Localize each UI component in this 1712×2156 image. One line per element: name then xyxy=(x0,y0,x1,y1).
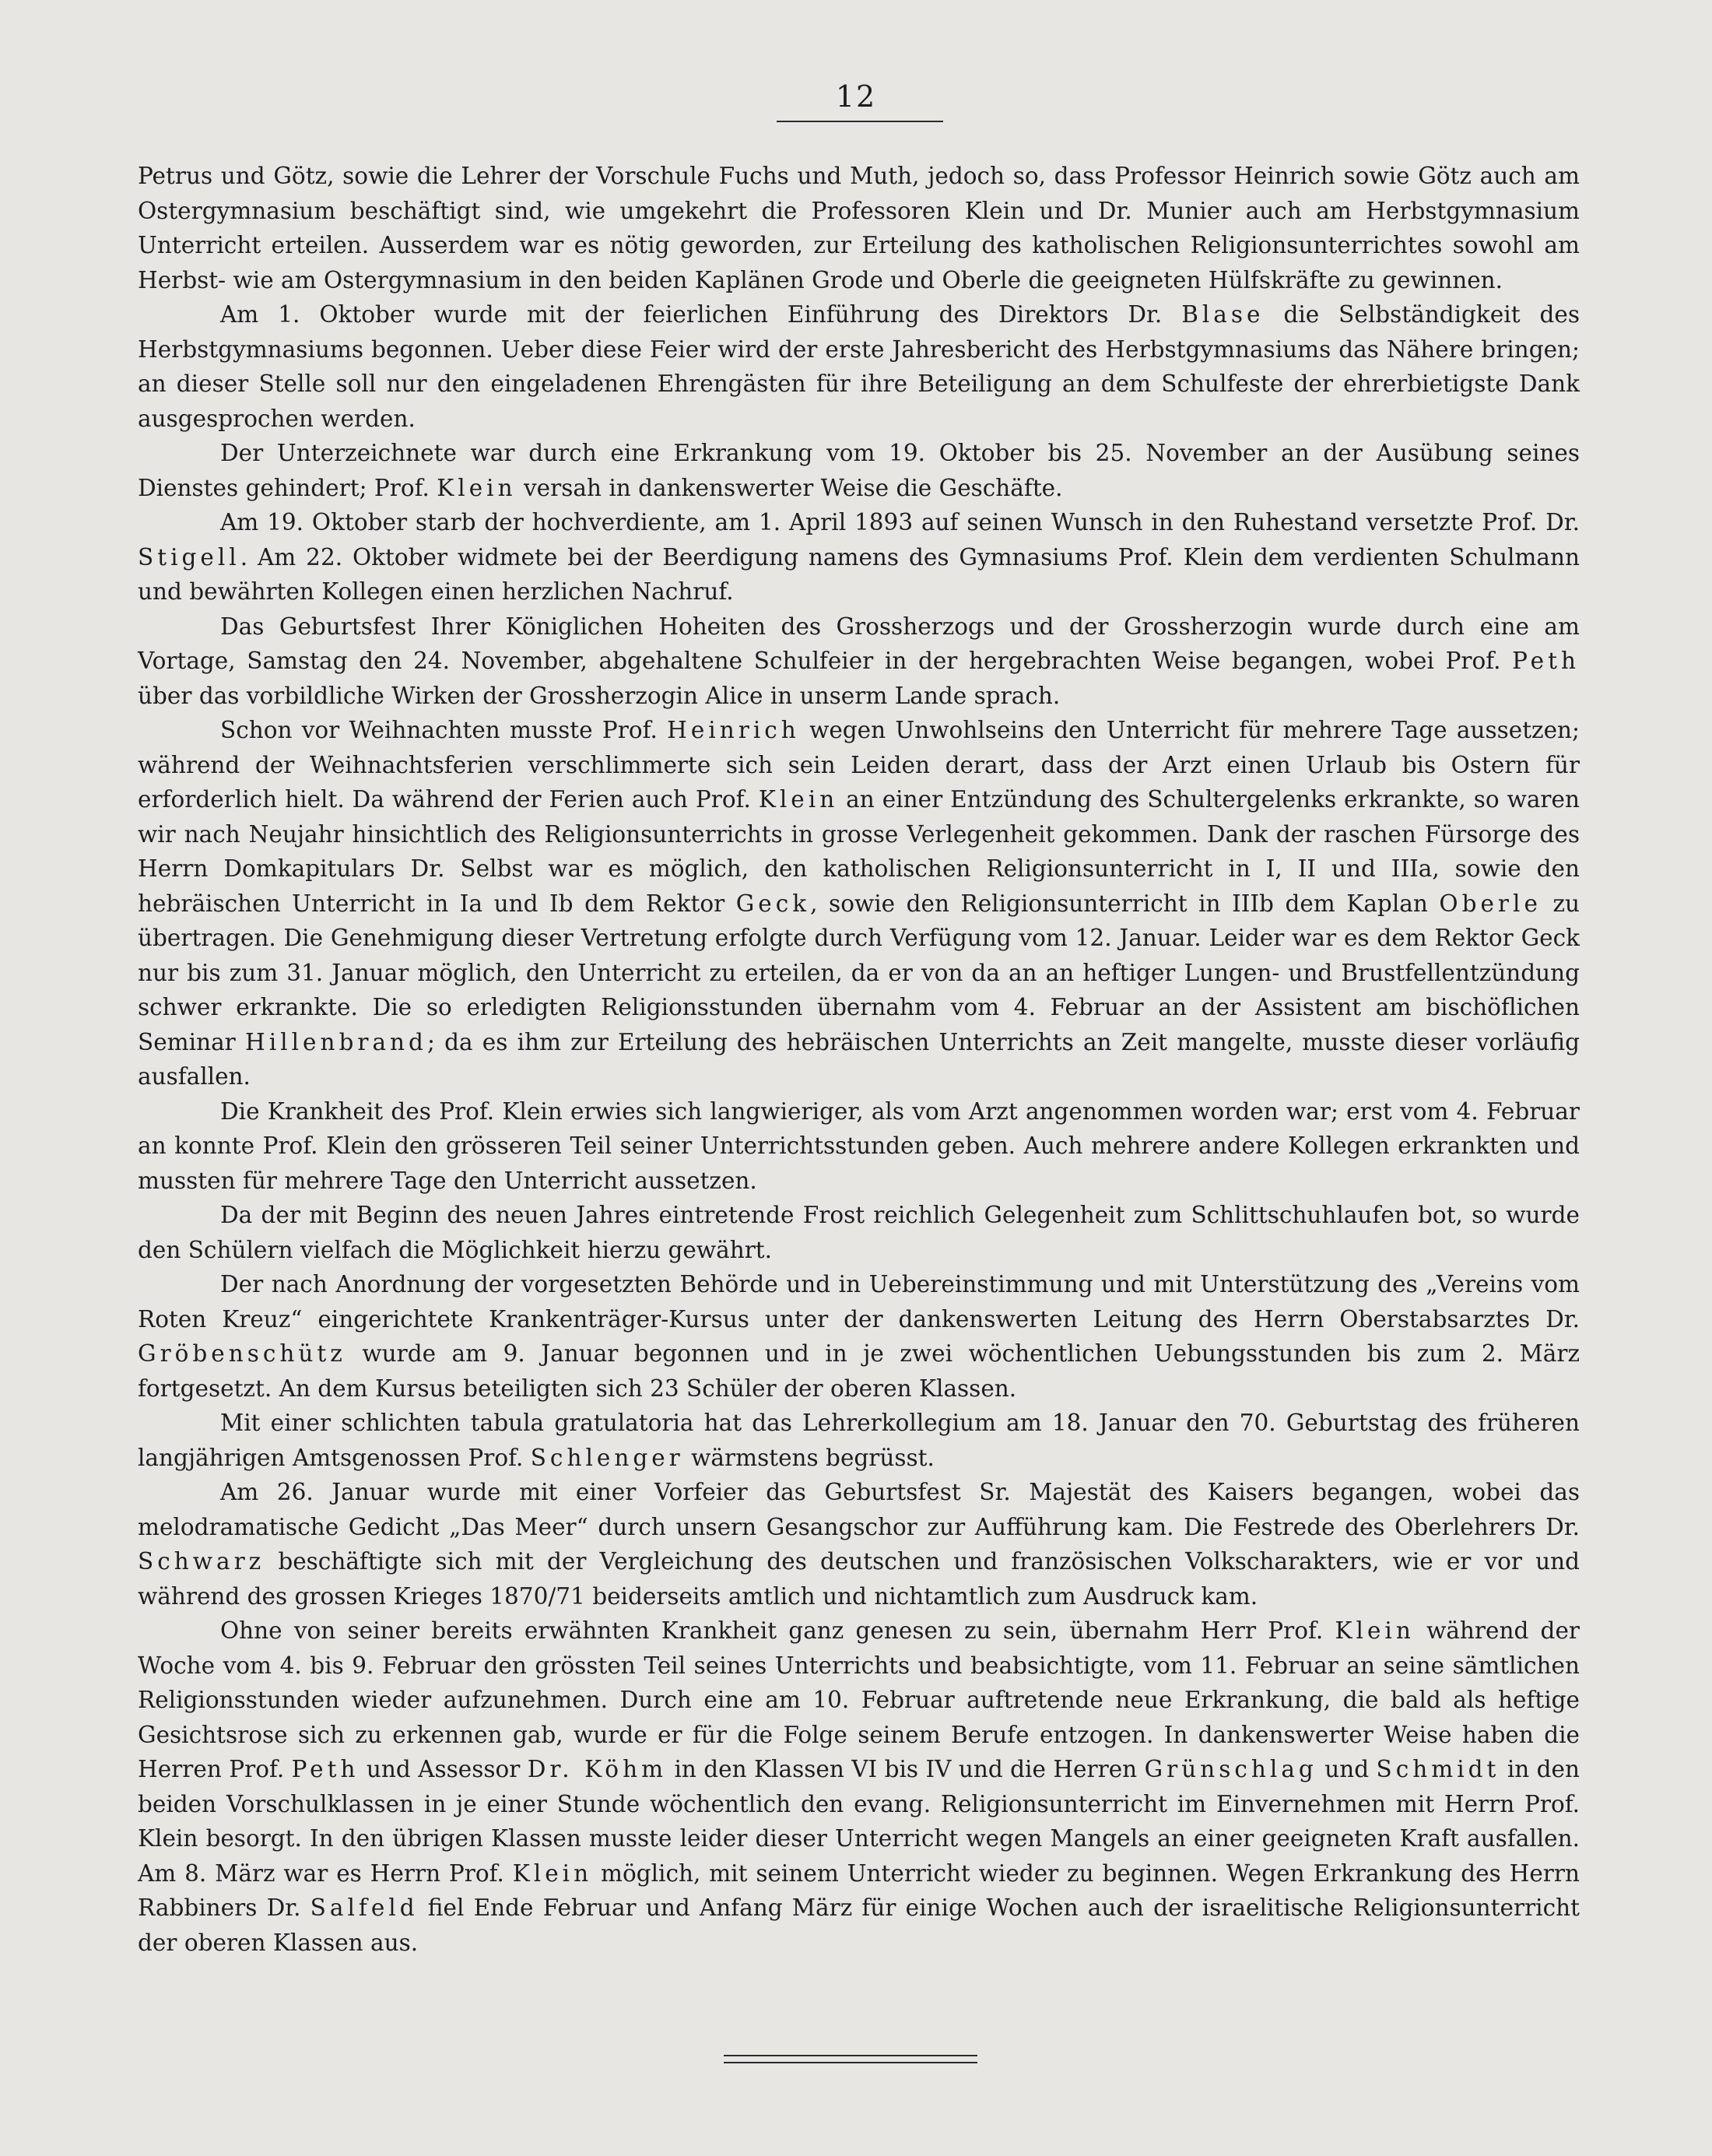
paragraph xyxy=(138,1475,1580,1613)
spaced-name: Grünschlag xyxy=(1144,1756,1317,1782)
spaced-name: Salfeld xyxy=(310,1894,419,1921)
paragraph xyxy=(138,1267,1580,1406)
text-run: beschäftigte sich mit der Vergleichung des deutschen und französischen Volkscharakters, wie er vor und während des grossen Krieges 1870/71 beiderseits amtlich und nichtamtlich zum Ausdruck kam. xyxy=(138,1548,1580,1610)
spaced-name: Geck xyxy=(735,890,811,917)
text-run: versah in dankenswerter Weise die Geschäfte. xyxy=(516,474,1063,501)
text-run: Mit einer schlichten tabula gratulatoria hat das Lehrerkollegium am 18. Januar den 70. Geburtstag des früheren langjährigen Amtsgenossen Prof. xyxy=(138,1410,1580,1471)
text-run: Da der mit Beginn des neuen Jahres eintretende Frost reichlich Gelegenheit zum Schlittschuhlaufen bot, so wurde den Schülern vielfach die Möglichkeit hierzu gewährt. xyxy=(138,1202,1580,1263)
text-run: wärmstens begrüsst. xyxy=(683,1444,935,1471)
spaced-name: Oberle xyxy=(1439,890,1542,917)
text-run: über das vorbildliche Wirken der Grossherzogin Alice in unserm Lande sprach. xyxy=(138,682,1061,709)
text-run: in den beiden Vorschulklassen in je einer Stunde wöchentlich den evang. Religionsunterricht im Einvernehmen mit Herrn Prof. Klein besorgt. In den übrigen Klassen musste leider dieser Unterricht wegen Mangels an einer geeigneten Kraft ausfallen. Am 8. März war es Herrn Prof. xyxy=(138,1756,1580,1887)
text-run: zu übertragen. Die Genehmigung dieser Vertretung erfolgte durch Verfügung vom 12. Januar. Leider war es dem Rektor Geck nur bis zum 31. Januar möglich, den Unterricht zu erteilen, da er von da an an heftiger Lungen- und Brustfellentzündung schwer erkrankte. Die so erledigten Religionsstunden übernahm vom 4. Februar an der Assistent am bischöflichen Seminar xyxy=(138,890,1580,1055)
text-run: in den Klassen VI bis IV und die Herren xyxy=(667,1756,1145,1782)
body-text xyxy=(138,159,1580,1960)
page-number: 12 xyxy=(835,79,877,114)
text-run: . Am 22. Oktober widmete bei der Beerdigung namens des Gymnasiums Prof. Klein dem verdienten Schulmann und bewährten Kollegen einen herzlichen Nachruf. xyxy=(138,543,1580,605)
text-run: und xyxy=(1317,1756,1377,1782)
text-run: ; da es ihm zur Erteilung des hebräischen Unterrichts an Zeit mangelte, musste dieser vorläufig ausfallen. xyxy=(138,1028,1580,1090)
paragraph xyxy=(138,1094,1580,1199)
spaced-name: Peth xyxy=(1512,648,1580,674)
text-run: Petrus und Götz, sowie die Lehrer der Vorschule Fuchs und Muth, jedoch so, dass Professor Heinrich sowie Götz auch am Ostergymnasium beschäftigt sind, wie umgekehrt die Professoren Klein und Dr. Munier auch am Herbstgymnasium Unterricht erteilen. Ausserdem war es nötig geworden, zur Erteilung des katholischen Religionsunterrichtes sowohl am Herbst- wie am Ostergymnasium in den beiden Kaplänen Grode und Oberle die geeigneten Hülfskräfte zu gewinnen. xyxy=(138,163,1580,293)
paragraph xyxy=(138,1613,1580,1960)
paragraph xyxy=(138,713,1580,1094)
text-run: Ohne von seiner bereits erwähnten Krankheit ganz genesen zu sein, übernahm Herr Prof. xyxy=(220,1617,1335,1644)
end-rule-top xyxy=(724,2055,977,2056)
end-rule-bottom xyxy=(724,2062,977,2063)
text-run: die Selbständigkeit des Herbstgymnasiums begonnen. Ueber diese Feier wird der erste Jahresbericht des Herbstgymnasiums das Nähere bringen; an dieser Stelle soll nur den eingeladenen Ehrengästen für ihre Beteiligung an dem Schulfeste der ehrerbietigste Dank ausgesprochen werden. xyxy=(138,301,1580,432)
text-run: Am 1. Oktober wurde mit der feierlichen Einführung des Direktors Dr. xyxy=(220,301,1182,328)
text-run: fiel Ende Februar und Anfang März für einige Wochen auch der israelitische Religionsunterricht der oberen Klassen aus. xyxy=(138,1894,1580,1956)
paragraph xyxy=(138,609,1580,714)
paragraph xyxy=(138,1198,1580,1267)
spaced-name: Hillenbrand xyxy=(244,1028,427,1055)
spaced-name: Klein xyxy=(512,1859,593,1887)
paragraph xyxy=(138,159,1580,297)
spaced-name: Schmidt xyxy=(1376,1756,1500,1782)
text-run: Am 26. Januar wurde mit einer Vorfeier das Geburtsfest Sr. Majestät des Kaisers begangen, wobei das melodramatische Gedicht „Das Meer“ durch unsern Gesangschor zur Aufführung kam. Die Festrede des Oberlehrers Dr. xyxy=(138,1479,1580,1540)
text-run: während der Woche vom 4. bis 9. Februar den grössten Teil seines Unterrichts und beabsichtigte, vom 11. Februar an seine sämtlichen Religionsstunden wieder aufzunehmen. Durch eine am 10. Februar auftretende neue Erkrankung, die bald als heftige Gesichtsrose sich zu erkennen gab, wurde er für die Folge seinem Berufe entzogen. In dankenswerter Weise haben die Herren Prof. xyxy=(138,1617,1580,1782)
text-run: und Assessor xyxy=(359,1756,528,1782)
paragraph xyxy=(138,436,1580,505)
text-run: Der Unterzeichnete war durch eine Erkrankung vom 19. Oktober bis 25. November an der Ausübung seines Dienstes gehindert; Prof. xyxy=(138,440,1580,501)
text-run: Der nach Anordnung der vorgesetzten Behörde und in Uebereinstimmung und mit Unterstützung des „Vereins vom Roten Kreuz“ eingerichtete Krankenträger-Kursus unter der dankenswerten Leitung des Herrn Oberstabsarztes Dr. xyxy=(138,1271,1580,1333)
text-run: , sowie den Religionsunterricht in IIIb dem Kaplan xyxy=(810,890,1440,917)
spaced-name: Klein xyxy=(758,786,839,813)
spaced-name: Peth xyxy=(291,1756,360,1782)
text-run: Die Krankheit des Prof. Klein erwies sich langwieriger, als vom Arzt angenommen worden war; erst vom 4. Februar an konnte Prof. Klein den grösseren Teil seiner Unterrichtsstunden geben. Auch mehrere andere Kollegen erkrankten und mussten für mehrere Tage den Unterricht aussetzen. xyxy=(138,1097,1580,1194)
spaced-name: Schlenger xyxy=(530,1444,684,1471)
spaced-name: Klein xyxy=(437,474,517,501)
text-run: Am 19. Oktober starb der hochverdiente, am 1. April 1893 auf seinen Wunsch in den Ruhestand versetzte Prof. Dr. xyxy=(220,509,1580,535)
paragraph xyxy=(138,1406,1580,1475)
spaced-name: Gröbenschütz xyxy=(138,1340,346,1367)
text-run: möglich, mit seinem Unterricht wieder zu beginnen. Wegen Erkrankung des Herrn Rabbiners Dr. xyxy=(138,1859,1580,1921)
page-number-underline xyxy=(777,121,943,122)
paragraph xyxy=(138,297,1580,436)
text-run: Das Geburtsfest Ihrer Königlichen Hoheiten des Grossherzogs und der Grossherzogin wurde durch eine am Vortage, Samstag den 24. November, abgehaltene Schulfeier in der hergebrachten Weise begangen, wobei Prof. xyxy=(138,613,1580,674)
spaced-name: Heinrich xyxy=(667,717,800,743)
spaced-name: Stigell xyxy=(138,543,240,571)
text-run: wurde am 9. Januar begonnen und in je zwei wöchentlichen Uebungsstunden bis zum 2. März fortgesetzt. An dem Kursus beteiligten sich 23 Schüler der oberen Klassen. xyxy=(138,1340,1580,1402)
spaced-name: Blase xyxy=(1181,301,1265,328)
paragraph xyxy=(138,505,1580,609)
spaced-name: Klein xyxy=(1335,1617,1415,1644)
text-run: an einer Entzündung des Schultergelenks erkrankte, so waren wir nach Neujahr hinsichtlich des Religionsunterrichts in grosse Verlegenheit gekommen. Dank der raschen Fürsorge des Herrn Domkapitulars Dr. Selbst war es möglich, den katholischen Religionsunterricht in I, II und IIIa, sowie den hebräischen Unterricht in Ia und Ib dem Rektor xyxy=(138,786,1580,917)
text-run: Schon vor Weihnachten musste Prof. xyxy=(220,717,668,743)
spaced-name: Schwarz xyxy=(138,1548,265,1575)
text-run: wegen Unwohlseins den Unterricht für mehrere Tage aussetzen; während der Weihnachtsferien verschlimmerte sich sein Leiden derart, dass der Arzt einen Urlaub bis Ostern für erforderlich hielt. Da während der Ferien auch Prof. xyxy=(138,717,1580,813)
spaced-name: Dr. Köhm xyxy=(527,1756,668,1782)
